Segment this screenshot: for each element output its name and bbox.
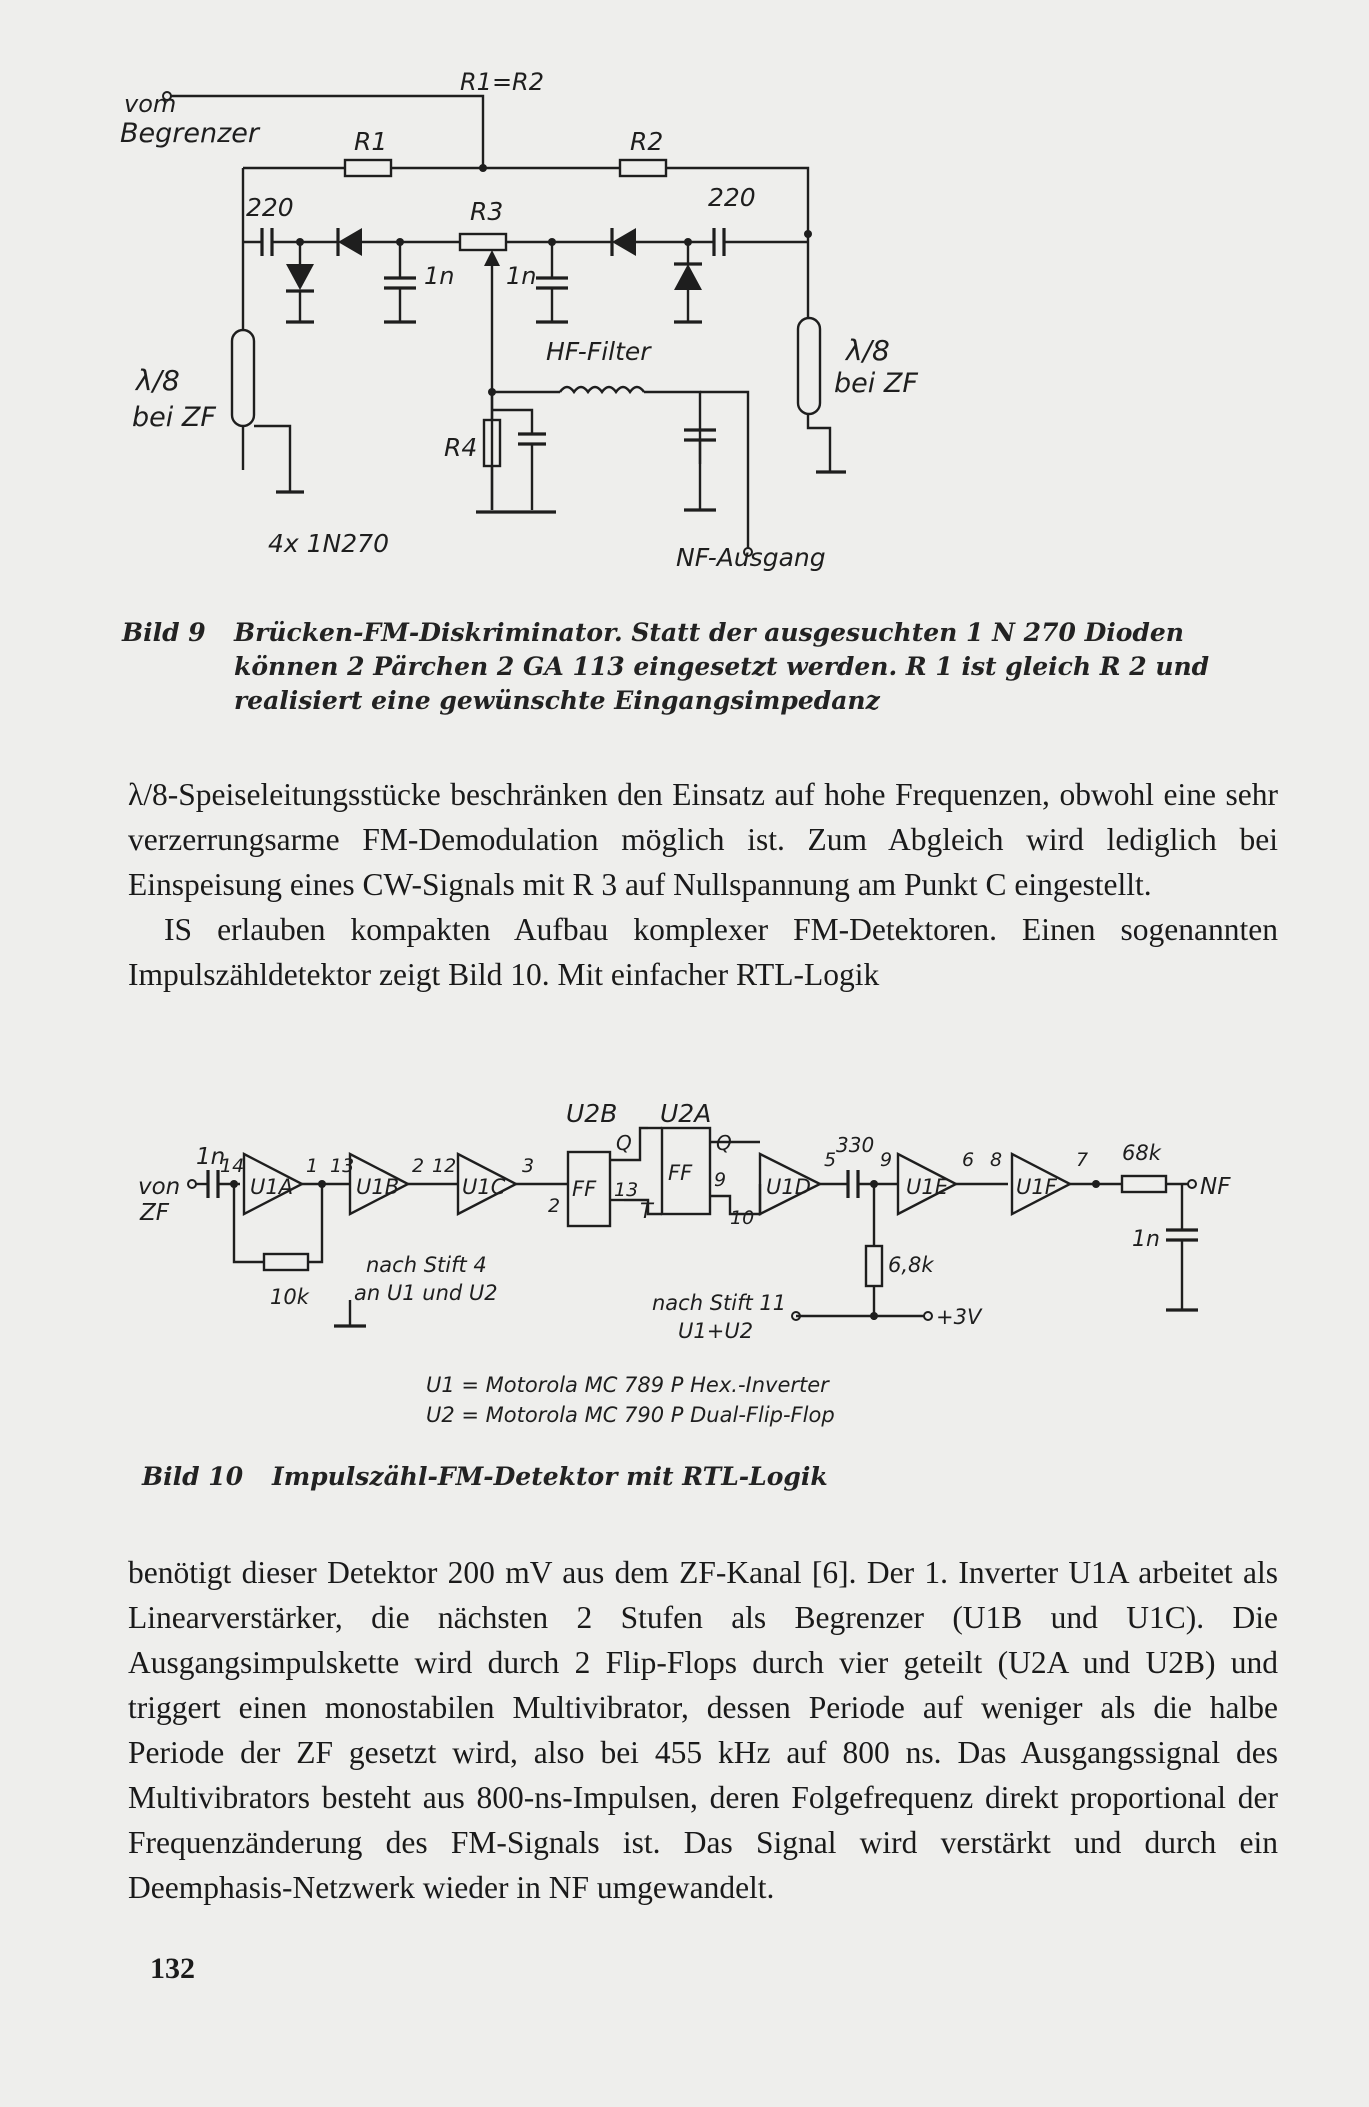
label-u1a: U1A: [250, 1175, 294, 1199]
label-pin6: 6: [962, 1149, 975, 1171]
label-c-1n-b: 1n: [506, 262, 537, 290]
label-r68k-b: 6,8k: [888, 1253, 934, 1277]
label-nach-stift4: nach Stift 4: [366, 1253, 487, 1277]
figure-9-caption-label: Bild 9: [122, 618, 206, 647]
label-an-u1-u2: an U1 und U2: [354, 1281, 498, 1305]
figure-10-caption: [142, 1460, 1142, 1500]
label-r1: R1: [354, 127, 388, 156]
label-pin2: 2: [412, 1155, 425, 1177]
label-u1d: U1D: [766, 1175, 811, 1199]
label-q-u2a: Q: [716, 1131, 732, 1155]
label-pin9: 9: [714, 1169, 727, 1191]
label-von: von: [138, 1174, 181, 1200]
label-pin14: 14: [220, 1155, 245, 1177]
label-c-right: 220: [708, 183, 756, 212]
label-diodes: 4x 1N270: [268, 529, 389, 558]
label-pin7: 7: [1076, 1149, 1089, 1171]
label-u2a: U2A: [660, 1099, 712, 1128]
label-nach-stift11: nach Stift 11: [652, 1291, 787, 1315]
label-u1e: U1E: [906, 1175, 948, 1199]
label-pin1: 1: [306, 1155, 319, 1177]
label-pin3: 3: [522, 1155, 535, 1177]
label-r68k: 68k: [1122, 1141, 1161, 1165]
label-ff-u2a: FF: [668, 1161, 693, 1185]
label-c-left: 220: [246, 193, 294, 222]
label-u1f: U1F: [1016, 1175, 1057, 1199]
label-pin9b: 9: [880, 1149, 893, 1171]
paragraph-lambda: λ/8-Speiseleitungsstücke beschränken den Einsatz auf hohe Frequenzen, obwohl eine sehr verzerrungsarme FM-Demodulation möglich ist. Zum Abgleich wird lediglich bei Einspeisung eines CW-Signals mit R 3 auf Nullspannung am Punkt C eingestellt.: [128, 777, 1278, 902]
label-r4: R4: [444, 433, 478, 462]
label-c1n: 1n: [1132, 1227, 1160, 1252]
paragraph-block-2: [128, 1550, 1278, 1910]
paragraph-is: IS erlauben kompakten Aufbau komplexer FM-Detektoren. Einen sogenannten Impulszähldetektor zeigt Bild 10. Mit einfacher RTL-Logik: [128, 912, 1278, 992]
label-pin2b: 2: [548, 1195, 561, 1217]
label-u2b: U2B: [566, 1099, 618, 1128]
page-number: 132: [150, 1952, 195, 1985]
label-plus3v: +3V: [936, 1305, 982, 1329]
figure-9-caption-text: Brücken-FM-Diskriminator. Statt der ausgesuchten 1 N 270 Dioden können 2 Pärchen 2 GA 113 eingesetzt werden. R 1 ist gleich R 2 und realisiert eine gewünschte Eingangsimpedanz: [234, 618, 1210, 715]
label-pin8: 8: [990, 1149, 1003, 1171]
label-pin13: 13: [330, 1155, 355, 1177]
label-ff-u2b: FF: [572, 1177, 597, 1201]
label-bei-zf-right: bei ZF: [834, 368, 918, 399]
label-pin13b: 13: [614, 1179, 639, 1201]
label-nf-ausgang: NF-Ausgang: [676, 543, 826, 572]
label-t: T: [640, 1199, 653, 1223]
label-lambda-right: λ/8: [846, 334, 890, 367]
label-nf: NF: [1200, 1174, 1231, 1200]
label-u1c: U1C: [462, 1175, 506, 1199]
label-zf: ZF: [140, 1200, 169, 1226]
label-c330: 330: [836, 1133, 875, 1157]
figure-10-caption-label: Bild 10: [142, 1462, 244, 1491]
label-pin12: 12: [432, 1155, 457, 1177]
label-q-u2b: Q: [616, 1131, 632, 1155]
label-r3: R3: [470, 197, 504, 226]
label-lambda-left: λ/8: [136, 364, 180, 397]
label-bei-zf-left: bei ZF: [132, 402, 216, 433]
label-r2: R2: [630, 127, 664, 156]
label-u1b: U1B: [356, 1175, 400, 1199]
label-pin5: 5: [824, 1149, 837, 1171]
label-r10k: 10k: [270, 1285, 309, 1309]
label-begrenzer: Begrenzer: [120, 118, 259, 149]
label-c-1n-a: 1n: [424, 262, 455, 290]
figure-10-caption-text: Impulszähl-FM-Detektor mit RTL-Logik: [272, 1462, 828, 1491]
label-u1-u2: U1+U2: [678, 1319, 754, 1343]
label-c-in: 1n: [196, 1144, 226, 1170]
legend-u2: U2 = Motorola MC 790 P Dual-Flip-Flop: [426, 1403, 835, 1427]
label-vom: vom: [124, 90, 177, 118]
label-hf-filter: HF-Filter: [546, 337, 651, 366]
legend-u1: U1 = Motorola MC 789 P Hex.-Inverter: [426, 1373, 829, 1397]
label-pin10: 10: [730, 1207, 755, 1229]
paragraph-detektor: benötigt dieser Detektor 200 mV aus dem ZF-Kanal [6]. Der 1. Inverter U1A arbeitet als Linearverstärker, die nächsten 2 Stufen als Begrenzer (U1B und U1C). Die Ausgangsimpulskette wird durch 2 Flip-Flops durch vier geteilt (U2A und U2B) und triggert einen monostabilen Multivibrator, dessen Periode auf weniger als die halbe Periode der ZF gesetzt wird, also bei 455 kHz auf 800 ns. Das Ausgangssignal des Multivibrators besteht aus 800-ns-Impulsen, deren Folgefrequenz direkt proportional der Frequenzänderung des FM-Signals ist. Das Signal wird verstärkt und durch ein Deemphasis-Netzwerk wieder in NF umgewandelt.: [128, 1555, 1278, 1905]
label-r-equal: R1=R2: [460, 68, 544, 96]
